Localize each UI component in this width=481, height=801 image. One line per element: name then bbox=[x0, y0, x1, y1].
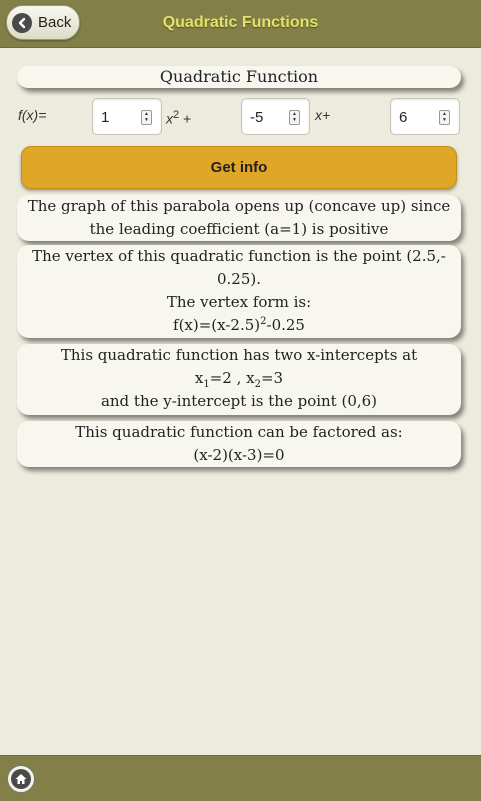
function-heading: Quadratic Function bbox=[159, 67, 319, 86]
back-label: Back bbox=[38, 14, 72, 31]
function-heading-card bbox=[17, 66, 461, 88]
coefficient-b-input[interactable] bbox=[250, 106, 290, 128]
spinner-arrows-icon[interactable]: ▲ ▼ bbox=[439, 110, 450, 125]
x-label: x+ bbox=[315, 107, 331, 123]
header-bar bbox=[0, 0, 481, 48]
x-squared-label: $x^2$ + bbox=[166, 109, 192, 127]
vertex-result-card bbox=[17, 245, 461, 338]
page-title: Quadratic Functions bbox=[162, 14, 319, 31]
direction-result-card bbox=[17, 195, 461, 241]
coefficient-a-field[interactable] bbox=[92, 98, 162, 135]
vertex-line-1: The vertex of this quadratic function is the point (2.5,- bbox=[32, 247, 446, 265]
direction-line-1: The graph of this parabola opens up (concave up) since bbox=[27, 197, 451, 215]
spinner-arrows-icon[interactable]: ▲ ▼ bbox=[141, 110, 152, 125]
get-info-button[interactable] bbox=[21, 146, 457, 189]
coefficient-c-input[interactable] bbox=[399, 106, 439, 128]
fx-label: f(x)= bbox=[18, 107, 47, 123]
coefficient-b-field[interactable] bbox=[241, 98, 310, 135]
get-info-label: Get info bbox=[210, 159, 268, 176]
home-button[interactable] bbox=[7, 765, 35, 793]
factored-line-1: This quadratic function can be factored as: bbox=[75, 423, 403, 441]
home-icon bbox=[11, 769, 31, 789]
intercepts-result-card bbox=[17, 344, 461, 415]
spinner-arrows-icon[interactable]: ▲ ▼ bbox=[289, 110, 300, 125]
vertex-line-3: The vertex form is: bbox=[166, 293, 312, 311]
vertex-form: $f(x)=(x-2.5)^2-0.25$ bbox=[173, 316, 305, 334]
coefficient-c-field[interactable] bbox=[390, 98, 460, 135]
x-intercepts: $x_1=2$ , $x_2=3$ bbox=[194, 369, 284, 390]
intercepts-line-1: This quadratic function has two x-intercepts at bbox=[60, 346, 418, 364]
factored-form: (x-2)(x-3)=0 bbox=[193, 446, 285, 464]
vertex-line-2: 0.25). bbox=[216, 270, 262, 288]
coefficient-a-input[interactable] bbox=[101, 106, 141, 128]
direction-line-2: the leading coefficient (a=1) is positive bbox=[89, 220, 389, 238]
y-intercept-line: and the y-intercept is the point (0,6) bbox=[100, 392, 378, 410]
factored-result-card bbox=[17, 421, 461, 467]
footer-bar bbox=[0, 755, 481, 801]
